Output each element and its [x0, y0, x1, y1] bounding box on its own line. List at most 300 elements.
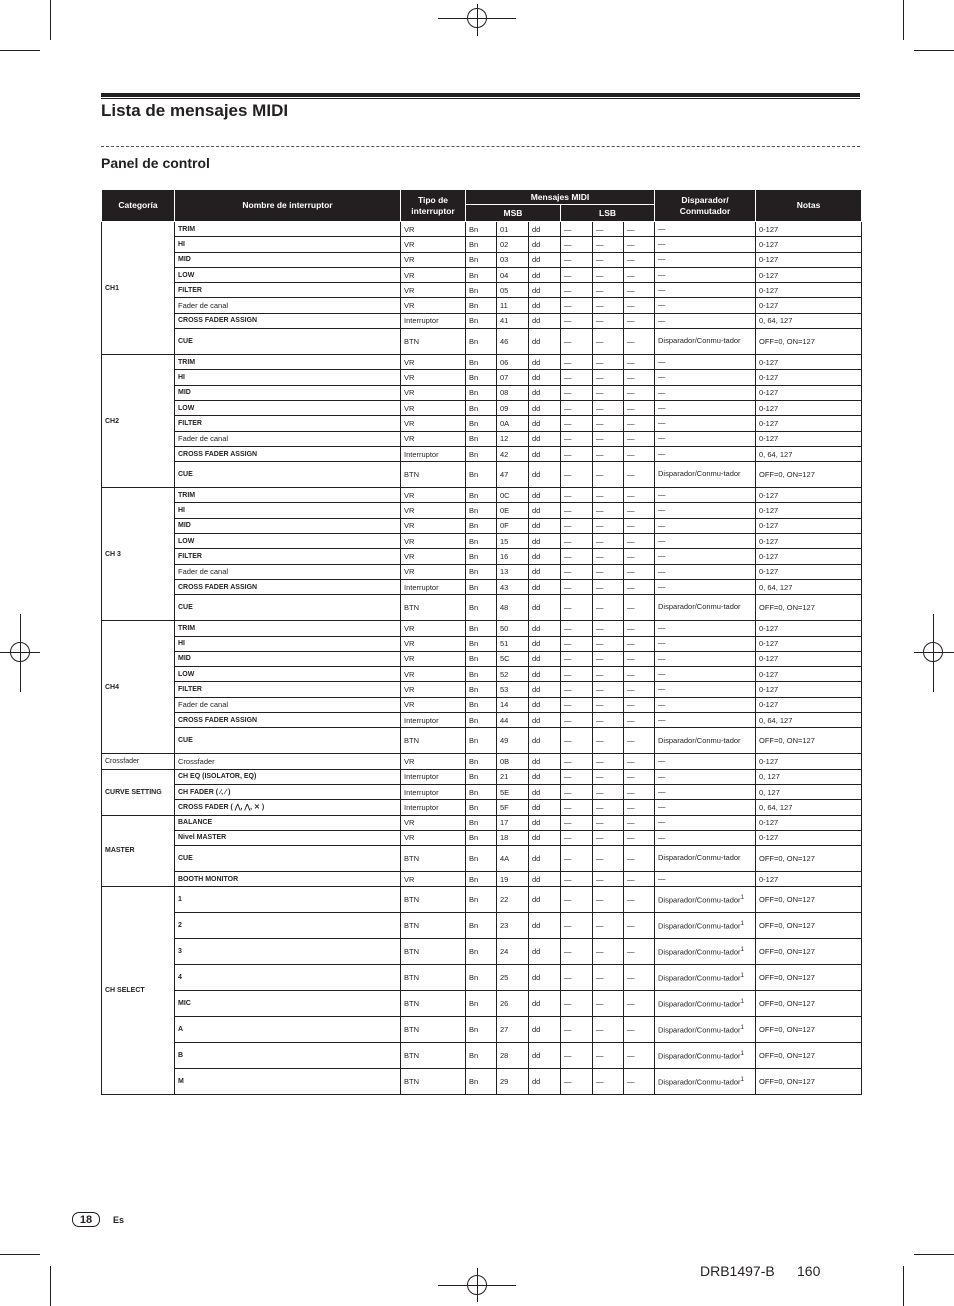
switch-name-cell: B	[175, 1043, 401, 1069]
switch-type-cell: VR	[401, 488, 466, 503]
switch-type-cell: Interruptor	[401, 446, 466, 461]
table-row	[102, 651, 862, 666]
midi-byte-cell: Bn	[466, 518, 497, 533]
midi-byte-cell: —	[624, 237, 655, 252]
midi-byte-cell: dd	[529, 549, 561, 564]
notes-cell: 0, 64, 127	[756, 446, 862, 461]
midi-byte-cell: —	[593, 579, 624, 594]
switch-name-cell: 3	[175, 939, 401, 965]
midi-byte-cell: Bn	[466, 400, 497, 415]
midi-byte-cell: Bn	[466, 329, 497, 355]
midi-byte-cell: Bn	[466, 621, 497, 636]
midi-byte-cell: —	[624, 754, 655, 769]
switch-name-cell: FILTER	[175, 682, 401, 697]
switch-name-cell: CUE	[175, 462, 401, 488]
midi-byte-cell: 0C	[497, 488, 529, 503]
midi-byte-cell: Bn	[466, 503, 497, 518]
midi-byte-cell: —	[561, 579, 593, 594]
notes-cell: OFF=0, ON=127	[756, 1043, 862, 1069]
document-page: 160	[797, 1263, 821, 1279]
header-notes: Notas	[756, 190, 862, 222]
table-row	[102, 713, 862, 728]
midi-byte-cell: 0E	[497, 503, 529, 518]
trigger-cell	[655, 1017, 756, 1043]
trigger-label: Disparador/Conmu-tador	[658, 336, 741, 346]
midi-byte-cell: —	[593, 431, 624, 446]
notes-cell: 0-127	[756, 830, 862, 845]
switch-name-cell: LOW	[175, 667, 401, 682]
midi-byte-cell: dd	[529, 462, 561, 488]
trigger-cell	[655, 518, 756, 533]
header-switch-type: Tipo de interruptor	[401, 190, 466, 222]
midi-byte-cell: dd	[529, 636, 561, 651]
midi-byte-cell: —	[561, 488, 593, 503]
trigger-cell	[655, 682, 756, 697]
switch-name-cell: CUE	[175, 595, 401, 621]
table-row	[102, 518, 862, 533]
trigger-label: Disparador/Conmu-tador	[658, 947, 741, 957]
trigger-label: —	[658, 239, 666, 249]
midi-byte-cell: 4A	[497, 846, 529, 872]
notes-cell: 0, 64, 127	[756, 579, 862, 594]
midi-byte-cell: —	[561, 697, 593, 712]
midi-byte-cell: —	[561, 462, 593, 488]
switch-name-cell: CROSS FADER ( ⋀, ⋀, ✕ )	[175, 800, 401, 815]
trigger-label: —	[658, 669, 666, 679]
notes-cell: 0-127	[756, 651, 862, 666]
midi-byte-cell: 49	[497, 728, 529, 754]
midi-byte-cell: —	[624, 564, 655, 579]
switch-name-cell: FILTER	[175, 283, 401, 298]
table-row	[102, 769, 862, 784]
switch-type-cell: VR	[401, 283, 466, 298]
switch-type-cell: VR	[401, 400, 466, 415]
switch-type-cell: BTN	[401, 913, 466, 939]
title-rule	[101, 93, 860, 97]
midi-byte-cell: —	[561, 872, 593, 887]
trigger-label: —	[658, 520, 666, 530]
midi-byte-cell: dd	[529, 518, 561, 533]
trigger-label: Disparador/Conmu-tador	[658, 853, 741, 863]
midi-byte-cell: —	[624, 697, 655, 712]
midi-byte-cell: dd	[529, 872, 561, 887]
switch-type-cell: BTN	[401, 462, 466, 488]
notes-cell: 0-127	[756, 682, 862, 697]
trigger-cell	[655, 887, 756, 913]
switch-name-cell: MID	[175, 518, 401, 533]
switch-type-cell: VR	[401, 416, 466, 431]
notes-cell: 0-127	[756, 503, 862, 518]
trigger-cell	[655, 370, 756, 385]
notes-cell: OFF=0, ON=127	[756, 1017, 862, 1043]
midi-byte-cell: —	[624, 1069, 655, 1095]
midi-byte-cell: —	[624, 400, 655, 415]
midi-byte-cell: —	[593, 887, 624, 913]
midi-byte-cell: —	[624, 682, 655, 697]
table-row	[102, 965, 862, 991]
midi-byte-cell: —	[561, 237, 593, 252]
footnote-marker: 1	[740, 999, 744, 1006]
midi-byte-cell: 28	[497, 1043, 529, 1069]
table-row	[102, 697, 862, 712]
switch-name-cell: LOW	[175, 267, 401, 282]
midi-byte-cell: dd	[529, 385, 561, 400]
midi-byte-cell: —	[561, 1069, 593, 1095]
table-row	[102, 355, 862, 370]
midi-byte-cell: —	[561, 682, 593, 697]
switch-name-cell: MID	[175, 252, 401, 267]
midi-byte-cell: —	[624, 518, 655, 533]
switch-name-cell: Fader de canal	[175, 564, 401, 579]
midi-byte-cell: dd	[529, 267, 561, 282]
trigger-cell	[655, 846, 756, 872]
midi-byte-cell: —	[593, 518, 624, 533]
midi-byte-cell: —	[593, 651, 624, 666]
midi-byte-cell: Bn	[466, 595, 497, 621]
midi-byte-cell: —	[624, 370, 655, 385]
midi-byte-cell: —	[624, 313, 655, 328]
switch-name-cell: FILTER	[175, 416, 401, 431]
switch-name-cell: TRIM	[175, 222, 401, 237]
table-row	[102, 446, 862, 461]
trigger-cell	[655, 991, 756, 1017]
midi-byte-cell: Bn	[466, 252, 497, 267]
midi-byte-cell: —	[624, 549, 655, 564]
midi-byte-cell: —	[561, 416, 593, 431]
language-label: Es	[113, 1215, 125, 1225]
switch-type-cell: VR	[401, 385, 466, 400]
midi-byte-cell: —	[561, 830, 593, 845]
notes-cell: 0-127	[756, 815, 862, 830]
switch-name-cell: CUE	[175, 728, 401, 754]
midi-byte-cell: —	[624, 416, 655, 431]
table-row	[102, 370, 862, 385]
table-row	[102, 913, 862, 939]
midi-byte-cell: dd	[529, 913, 561, 939]
midi-byte-cell: —	[593, 965, 624, 991]
midi-byte-cell: —	[624, 267, 655, 282]
midi-byte-cell: —	[624, 784, 655, 799]
trigger-cell	[655, 503, 756, 518]
trigger-label: —	[658, 505, 666, 515]
midi-byte-cell: —	[624, 913, 655, 939]
midi-byte-cell: —	[624, 667, 655, 682]
trigger-cell	[655, 800, 756, 815]
switch-name-cell: CH EQ (ISOLATOR, EQ)	[175, 769, 401, 784]
midi-byte-cell: dd	[529, 1069, 561, 1095]
midi-byte-cell: —	[593, 713, 624, 728]
midi-byte-cell: 19	[497, 872, 529, 887]
trigger-cell	[655, 769, 756, 784]
trigger-label: Disparador/Conmu-tador	[658, 602, 741, 612]
trigger-cell	[655, 237, 756, 252]
midi-byte-cell: —	[561, 1043, 593, 1069]
midi-byte-cell: —	[624, 355, 655, 370]
midi-byte-cell: 08	[497, 385, 529, 400]
switch-name-cell: CUE	[175, 329, 401, 355]
midi-byte-cell: —	[624, 636, 655, 651]
category-cell: CH SELECT	[102, 887, 175, 1095]
notes-cell: 0-127	[756, 237, 862, 252]
midi-byte-cell: —	[561, 815, 593, 830]
midi-byte-cell: —	[624, 385, 655, 400]
page-title: Lista de mensajes MIDI	[101, 101, 289, 120]
category-cell: CURVE SETTING	[102, 769, 175, 815]
trigger-cell	[655, 651, 756, 666]
trigger-label: Disparador/Conmu-tador	[658, 895, 741, 905]
midi-byte-cell: —	[593, 503, 624, 518]
switch-name-cell: LOW	[175, 534, 401, 549]
table-row	[102, 267, 862, 282]
midi-byte-cell: dd	[529, 283, 561, 298]
midi-byte-cell: Bn	[466, 682, 497, 697]
midi-byte-cell: dd	[529, 370, 561, 385]
midi-byte-cell: —	[593, 784, 624, 799]
trigger-cell	[655, 385, 756, 400]
midi-byte-cell: dd	[529, 313, 561, 328]
table-row	[102, 298, 862, 313]
midi-byte-cell: —	[593, 252, 624, 267]
switch-type-cell: VR	[401, 518, 466, 533]
midi-byte-cell: —	[561, 503, 593, 518]
registration-mark	[467, 1275, 487, 1295]
switch-name-cell: CROSS FADER ASSIGN	[175, 579, 401, 594]
midi-byte-cell: 09	[497, 400, 529, 415]
midi-byte-cell: 48	[497, 595, 529, 621]
table-row	[102, 887, 862, 913]
midi-byte-cell: dd	[529, 503, 561, 518]
midi-byte-cell: dd	[529, 697, 561, 712]
midi-byte-cell: 01	[497, 222, 529, 237]
midi-byte-cell: Bn	[466, 815, 497, 830]
trigger-cell	[655, 830, 756, 845]
midi-byte-cell: dd	[529, 1043, 561, 1069]
midi-byte-cell: dd	[529, 252, 561, 267]
table-row	[102, 815, 862, 830]
midi-byte-cell: —	[561, 621, 593, 636]
midi-byte-cell: dd	[529, 784, 561, 799]
switch-type-cell: VR	[401, 667, 466, 682]
midi-byte-cell: —	[593, 872, 624, 887]
switch-type-cell: BTN	[401, 1043, 466, 1069]
notes-cell: OFF=0, ON=127	[756, 595, 862, 621]
table-row	[102, 222, 862, 237]
trigger-label: —	[658, 490, 666, 500]
notes-cell: 0-127	[756, 431, 862, 446]
midi-byte-cell: —	[593, 329, 624, 355]
midi-byte-cell: dd	[529, 621, 561, 636]
midi-byte-cell: Bn	[466, 1069, 497, 1095]
midi-byte-cell: —	[624, 939, 655, 965]
notes-cell: 0-127	[756, 518, 862, 533]
midi-byte-cell: Bn	[466, 267, 497, 282]
switch-type-cell: VR	[401, 651, 466, 666]
trigger-label: —	[658, 802, 666, 812]
midi-byte-cell: Bn	[466, 283, 497, 298]
midi-byte-cell: Bn	[466, 416, 497, 431]
midi-byte-cell: —	[593, 385, 624, 400]
trigger-label: —	[658, 684, 666, 694]
midi-byte-cell: —	[561, 267, 593, 282]
midi-byte-cell: —	[593, 769, 624, 784]
midi-byte-cell: Bn	[466, 313, 497, 328]
table-header	[102, 190, 862, 222]
document-reference: DRB1497-B	[700, 1263, 775, 1279]
page-number-badge: 18	[72, 1212, 100, 1227]
trigger-cell	[655, 564, 756, 579]
switch-type-cell: VR	[401, 222, 466, 237]
midi-byte-cell: dd	[529, 1017, 561, 1043]
midi-byte-cell: —	[624, 488, 655, 503]
notes-cell: 0-127	[756, 252, 862, 267]
midi-byte-cell: —	[593, 636, 624, 651]
midi-byte-cell: 26	[497, 991, 529, 1017]
midi-byte-cell: dd	[529, 800, 561, 815]
table-row	[102, 800, 862, 815]
switch-type-cell: VR	[401, 754, 466, 769]
trigger-label: Disparador/Conmu-tador	[658, 921, 741, 931]
midi-byte-cell: —	[593, 416, 624, 431]
midi-byte-cell: —	[593, 462, 624, 488]
midi-byte-cell: —	[593, 549, 624, 564]
midi-byte-cell: —	[593, 621, 624, 636]
switch-name-cell: CROSS FADER ASSIGN	[175, 313, 401, 328]
midi-byte-cell: Bn	[466, 534, 497, 549]
midi-byte-cell: Bn	[466, 370, 497, 385]
switch-name-cell: LOW	[175, 400, 401, 415]
midi-byte-cell: 24	[497, 939, 529, 965]
midi-byte-cell: —	[624, 815, 655, 830]
midi-byte-cell: 0A	[497, 416, 529, 431]
switch-name-cell: TRIM	[175, 355, 401, 370]
notes-cell: OFF=0, ON=127	[756, 846, 862, 872]
header-category: Categoría	[102, 190, 175, 222]
midi-byte-cell: —	[624, 713, 655, 728]
table-row	[102, 728, 862, 754]
registration-mark	[923, 642, 943, 662]
midi-byte-cell: 18	[497, 830, 529, 845]
footnote-marker: 1	[740, 895, 744, 902]
midi-byte-cell: —	[593, 682, 624, 697]
midi-byte-cell: —	[561, 283, 593, 298]
midi-byte-cell: Bn	[466, 355, 497, 370]
switch-name-cell: HI	[175, 636, 401, 651]
table-row	[102, 400, 862, 415]
midi-byte-cell: —	[624, 651, 655, 666]
switch-type-cell: VR	[401, 830, 466, 845]
trigger-cell	[655, 579, 756, 594]
table-row	[102, 1017, 862, 1043]
midi-byte-cell: Bn	[466, 564, 497, 579]
trigger-label: —	[658, 771, 666, 781]
trigger-label: —	[658, 535, 666, 545]
midi-byte-cell: —	[593, 846, 624, 872]
crop-mark	[903, 1266, 904, 1306]
midi-byte-cell: —	[593, 1017, 624, 1043]
table-row	[102, 237, 862, 252]
category-cell: CH 3	[102, 488, 175, 621]
trigger-label: Disparador/Conmu-tador	[658, 735, 741, 745]
trigger-label: Disparador/Conmu-tador	[658, 999, 741, 1009]
midi-byte-cell: Bn	[466, 462, 497, 488]
midi-byte-cell: Bn	[466, 1017, 497, 1043]
midi-byte-cell: Bn	[466, 728, 497, 754]
table-row	[102, 1069, 862, 1095]
switch-type-cell: BTN	[401, 887, 466, 913]
midi-byte-cell: —	[561, 939, 593, 965]
switch-type-cell: Interruptor	[401, 713, 466, 728]
midi-byte-cell: —	[593, 754, 624, 769]
trigger-label: Disparador/Conmu-tador	[658, 1077, 741, 1087]
midi-byte-cell: Bn	[466, 872, 497, 887]
midi-byte-cell: Bn	[466, 488, 497, 503]
switch-name-cell: BOOTH MONITOR	[175, 872, 401, 887]
notes-cell: 0-127	[756, 488, 862, 503]
midi-byte-cell: —	[561, 913, 593, 939]
trigger-label: —	[658, 623, 666, 633]
midi-byte-cell: —	[624, 579, 655, 594]
footnote-marker: 1	[740, 1025, 744, 1032]
midi-byte-cell: —	[561, 313, 593, 328]
trigger-label: —	[658, 832, 666, 842]
midi-byte-cell: —	[593, 667, 624, 682]
midi-byte-cell: Bn	[466, 913, 497, 939]
section-divider	[101, 146, 860, 147]
switch-name-cell: MIC	[175, 991, 401, 1017]
switch-name-cell: Nivel MASTER	[175, 830, 401, 845]
switch-type-cell: Interruptor	[401, 800, 466, 815]
table-row	[102, 682, 862, 697]
trigger-label: —	[658, 566, 666, 576]
switch-name-cell: CROSS FADER ASSIGN	[175, 713, 401, 728]
midi-byte-cell: —	[561, 1017, 593, 1043]
table-row	[102, 939, 862, 965]
switch-name-cell: Fader de canal	[175, 298, 401, 313]
crop-mark	[914, 50, 954, 51]
midi-byte-cell: —	[593, 800, 624, 815]
midi-byte-cell: —	[561, 595, 593, 621]
table-row	[102, 846, 862, 872]
midi-byte-cell: dd	[529, 991, 561, 1017]
notes-cell: 0-127	[756, 355, 862, 370]
midi-byte-cell: —	[561, 754, 593, 769]
midi-byte-cell: —	[593, 370, 624, 385]
midi-byte-cell: 13	[497, 564, 529, 579]
midi-byte-cell: —	[624, 800, 655, 815]
midi-byte-cell: —	[561, 800, 593, 815]
trigger-cell	[655, 329, 756, 355]
switch-name-cell: CUE	[175, 846, 401, 872]
midi-byte-cell: —	[593, 830, 624, 845]
switch-type-cell: BTN	[401, 728, 466, 754]
midi-byte-cell: Bn	[466, 298, 497, 313]
midi-byte-cell: —	[561, 667, 593, 682]
midi-byte-cell: —	[561, 298, 593, 313]
midi-byte-cell: —	[624, 446, 655, 461]
switch-name-cell: 2	[175, 913, 401, 939]
trigger-cell	[655, 1043, 756, 1069]
midi-byte-cell: dd	[529, 222, 561, 237]
midi-byte-cell: dd	[529, 667, 561, 682]
table-row	[102, 385, 862, 400]
midi-byte-cell: —	[593, 488, 624, 503]
switch-name-cell: HI	[175, 503, 401, 518]
switch-type-cell: BTN	[401, 595, 466, 621]
notes-cell: OFF=0, ON=127	[756, 965, 862, 991]
midi-byte-cell: —	[624, 431, 655, 446]
footnote-marker: 1	[740, 921, 744, 928]
switch-type-cell: BTN	[401, 329, 466, 355]
